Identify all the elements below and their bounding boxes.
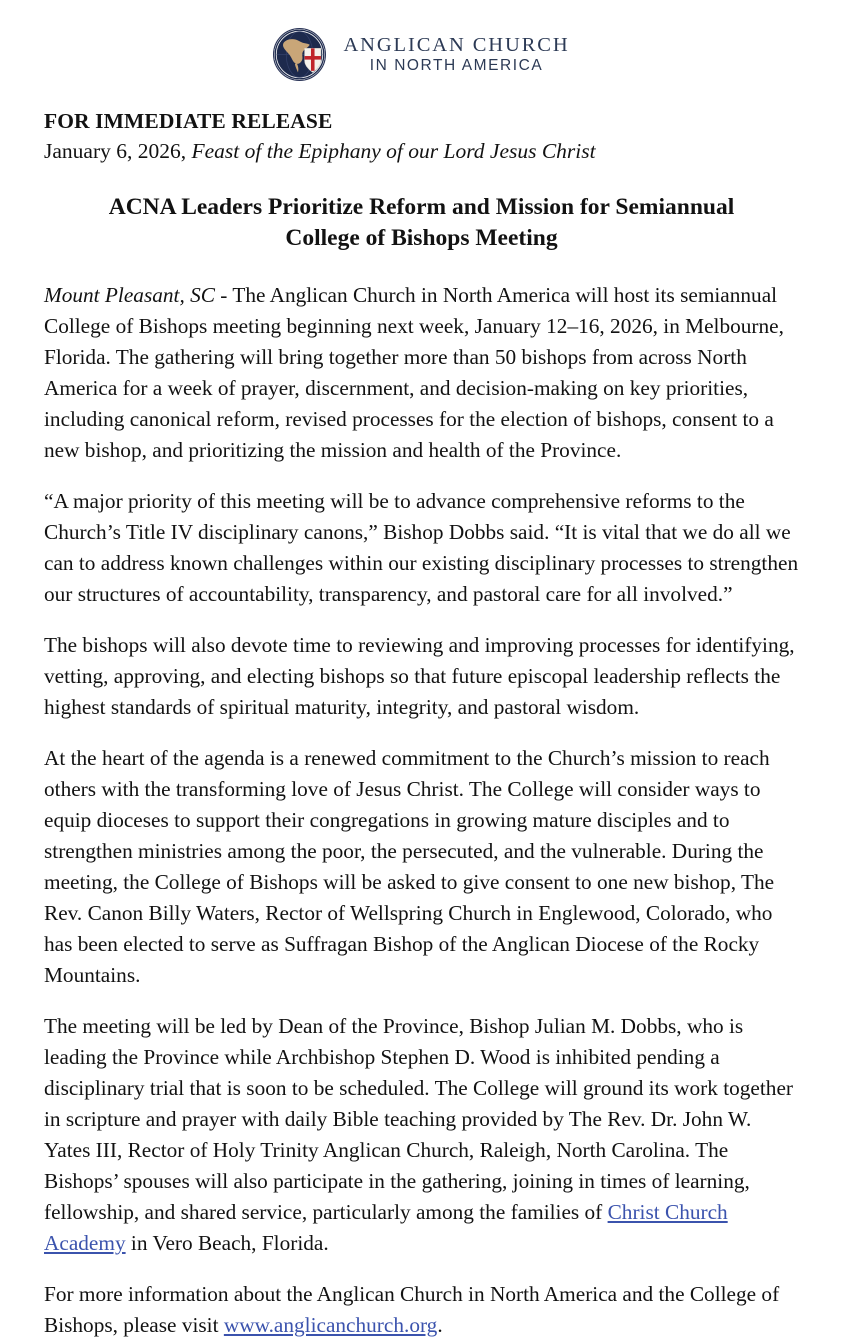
page-title	[44, 192, 799, 255]
wordmark	[343, 34, 569, 75]
paragraph-meeting-leadership-tail: in Vero Beach, Florida.	[125, 1230, 329, 1255]
paragraph-quote-dobbs: “A major priority of this meeting will be to advance comprehensive reforms to the Church’s Title IV disciplinary canons,” Bishop Dobbs said. “It is vital that we do all we can to address known challenges within our existing disciplinary processes to strengthen our structures of accountability, transparency, and pastoral care for all involved.”	[44, 489, 799, 606]
paragraph-intro-text: The Anglican Church in North America will host its semiannual College of Bishops meeting beginning next week, January 12–16, 2026, in Melbourne, Florida. The gathering will bring together more than 50 bishops from across North America for a week of prayer, discernment, and decision-making on key priorities, including canonical reform, revised processes for the election of bishops, consent to a new bishop, and prioritizing the mission and health of the Province.	[44, 283, 784, 463]
masthead	[44, 0, 799, 91]
paragraph-meeting-leadership	[44, 1011, 799, 1259]
anglicanchurch-website-link[interactable]: www.anglicanchurch.org	[223, 1312, 438, 1337]
headline-line-2: College of Bishops Meeting	[285, 224, 558, 251]
wordmark-line-in-north-america: IN NORTH AMERICA	[369, 57, 544, 75]
anglican-globe-cross-emblem-icon	[273, 28, 326, 81]
release-feast-day: Feast of the Epiphany of our Lord Jesus Christ	[191, 138, 596, 163]
release-date-line	[44, 137, 799, 166]
release-header	[44, 107, 799, 166]
wordmark-line-anglican-church: ANGLICAN CHURCH	[343, 34, 570, 57]
release-date: January 6, 2026,	[44, 138, 187, 163]
paragraph-mission-agenda: At the heart of the agenda is a renewed commitment to the Church’s mission to reach others with the transforming love of Jesus Christ. The College will consider ways to equip dioceses to support their congregations in growing mature disciples and to strengthen ministries among the poor, the persecuted, and the vulnerable. During the meeting, the College of Bishops will be asked to give consent to one new bishop, The Rev. Canon Billy Waters, Rector of Wellspring Church in Englewood, Colorado, who has been elected to serve as Suffragan Bishop of the Anglican Diocese of the Rocky Mountains.	[44, 745, 775, 987]
paragraph-meeting-leadership-text: The meeting will be led by Dean of the Province, Bishop Julian M. Dobbs, who is leading the Province while Archbishop Stephen D. Wood is inhibited pending a disciplinary trial that is soon to be scheduled. The College will ground its work together in scripture and prayer with daily Bible teaching provided by The Rev. Dr. John W. Yates III, Rector of Holy Trinity Anglican Church, Raleigh, North Carolina. The Bishops’ spouses will also participate in the gathering, joining in times of learning, fellowship, and shared service, particularly among the families of	[44, 1013, 793, 1224]
article-body	[44, 280, 799, 1341]
dateline-separator: -	[214, 283, 233, 308]
paragraph-intro	[44, 280, 799, 466]
paragraph-more-information	[44, 1279, 799, 1341]
christ-church-academy-link[interactable]: Christ Church Academy	[44, 1199, 728, 1255]
paragraph-more-information-text: For more information about the Anglican Church in North America and the College of Bishops, please visit	[44, 1281, 780, 1337]
dateline: Mount Pleasant, SC	[44, 283, 215, 308]
headline-line-1: ACNA Leaders Prioritize Reform and Mission for Semiannual	[108, 193, 735, 220]
paragraph-bishop-processes: The bishops will also devote time to reviewing and improving processes for identifying, vetting, approving, and electing bishops so that future episcopal leadership reflects the highest standards of spiritual maturity, integrity, and pastoral wisdom.	[44, 632, 795, 719]
paragraph-more-information-tail: .	[437, 1312, 443, 1337]
release-label: FOR IMMEDIATE RELEASE	[44, 109, 333, 133]
